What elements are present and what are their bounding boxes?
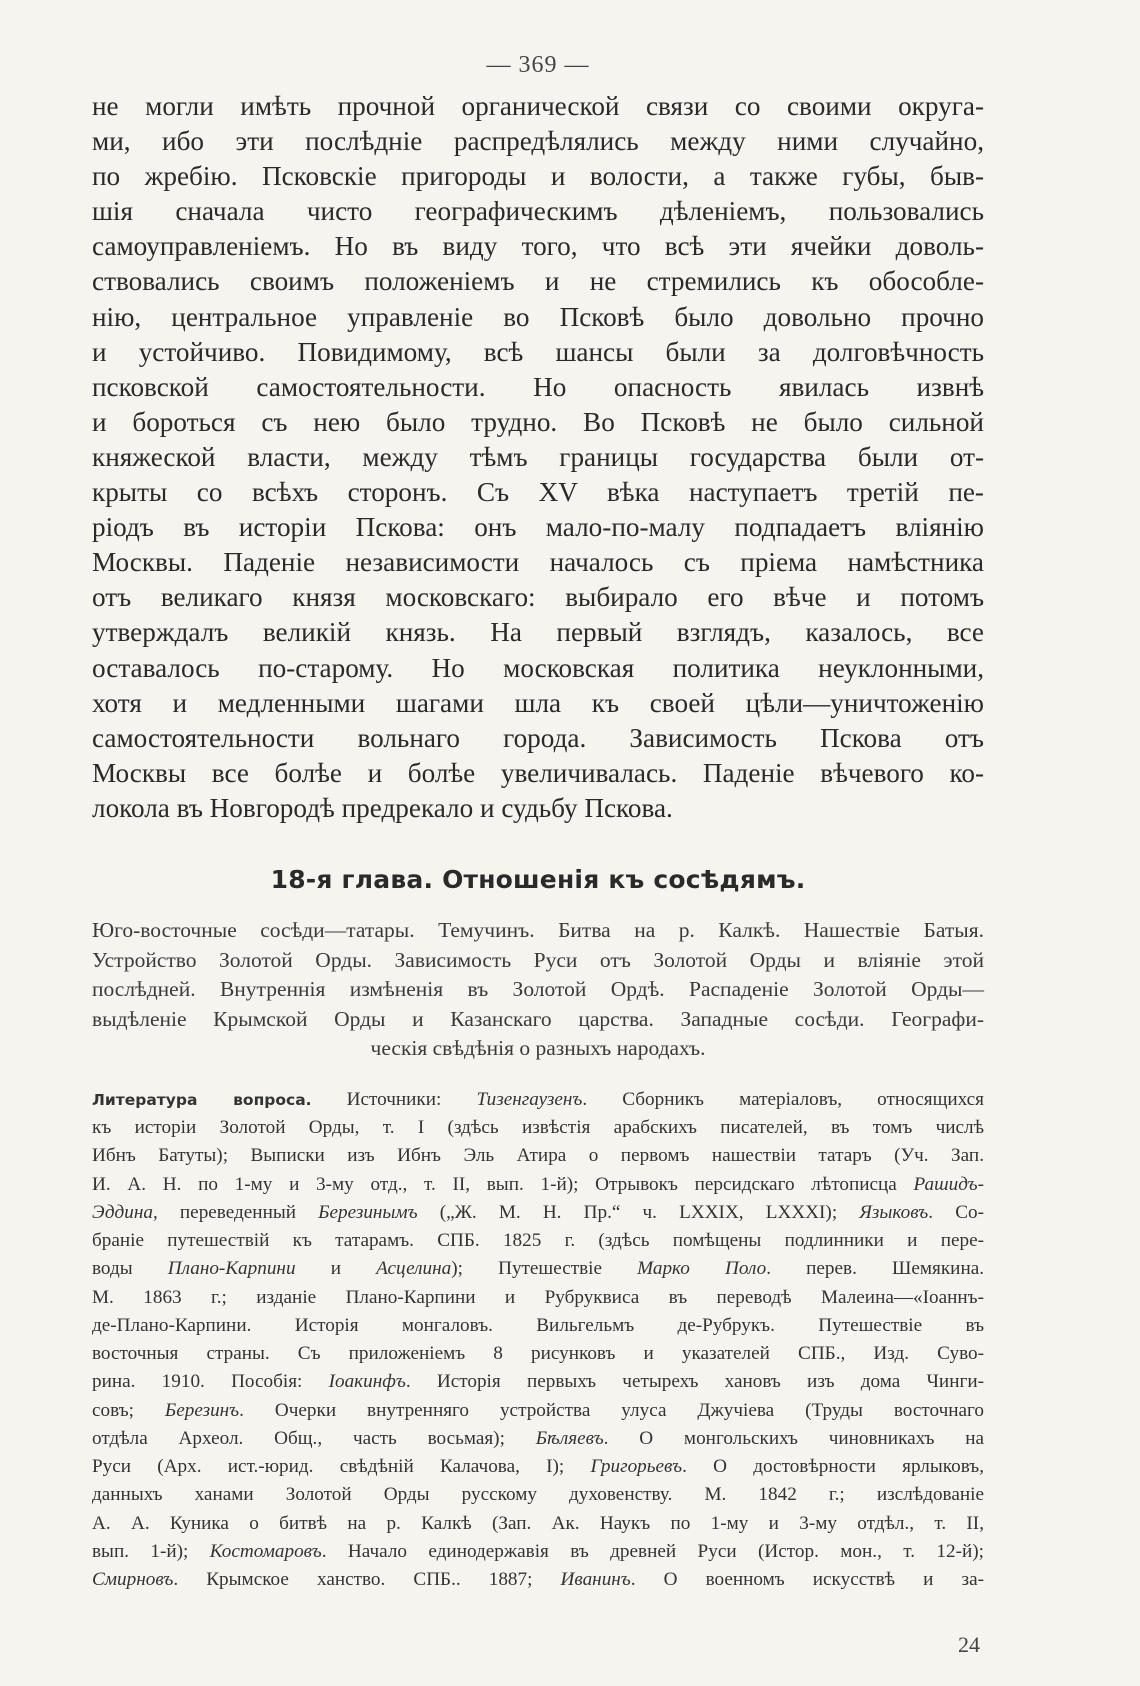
text-line: не могли имѣть прочной органической связи со своими округа-: [92, 91, 984, 121]
text-line: Москвы все болѣе и болѣе увеличивалась. Паденіе вѣчевого ко-: [92, 757, 984, 788]
literature-text: . О достовѣрности ярлыковъ,: [682, 1456, 984, 1478]
text-line: хотя и медленными шагами шла къ своей цѣли—уничтоженію: [92, 687, 984, 718]
literature-line: [92, 1340, 984, 1368]
text-line: псковской самостоятельности. Но опасность явилась извнѣ: [92, 371, 984, 402]
literature-line: [92, 1312, 984, 1340]
literature-text: . Крымское ханство. СПБ.. 1887;: [173, 1569, 561, 1591]
text-line: крыты со всѣхъ сторонъ. Съ XV вѣка наступаетъ третій пе-: [92, 477, 984, 508]
literature-text: . О монгольскихъ чиновникахъ на: [603, 1427, 984, 1449]
summary-line: Юго-восточные сосѣди—татары. Темучинъ. Битва на р. Калкѣ. Нашествіе Батыя.: [92, 917, 984, 942]
author-name: Березинымъ: [318, 1201, 418, 1223]
chapter-title: 18-я глава. Отношенія къ сосѣдямъ.: [270, 864, 806, 894]
chapter-summary: [92, 916, 984, 1064]
literature-text: . Исторія первыхъ четырехъ хановъ изъ дома Чинги-: [405, 1371, 985, 1393]
summary-line: выдѣленіе Крымской Орды и Казанскаго царства. Западные сосѣди. Географи-: [92, 1006, 984, 1031]
text-line: утверждалъ великій князь. На первый взглядъ, казалось, все: [92, 617, 984, 648]
literature-text: . Очерки внутренняго устройства улуса Джучіева (Труды восточнаго: [239, 1399, 984, 1421]
author-name: Рашидъ-: [913, 1173, 984, 1195]
literature-line: [92, 1481, 984, 1509]
text-line: нію, центральное управленіе во Псковѣ было довольно прочно: [92, 301, 984, 332]
literature-line: [92, 1171, 984, 1199]
literature-text: . Сборникъ матеріаловъ, относящихся: [582, 1088, 984, 1110]
text-line: локола въ Новгородѣ предрекало и судьбу Пскова.: [92, 792, 673, 823]
text-line: самостоятельности вольнаго города. Зависимость Пскова отъ: [92, 722, 984, 753]
text-line: Москвы. Паденіе независимости началось съ пріема намѣстника: [92, 547, 984, 578]
author-name: Бѣляевъ: [535, 1427, 604, 1449]
text-line: самоуправленіемъ. Но въ виду того, что всѣ эти ячейки доволь-: [92, 231, 984, 262]
literature-line: [92, 1284, 984, 1312]
author-name: Марко Поло: [637, 1258, 767, 1280]
page-number: — 369 —: [486, 52, 590, 78]
text-line: ствовались своимъ положеніемъ и не стремились къ обособле-: [92, 266, 984, 297]
literature-text: данныхъ ханами Золотой Орды русскому духовенству. М. 1842 г.; изслѣдованіе: [92, 1484, 984, 1506]
literature-text: Руси (Арх. ист.-юрид. свѣдѣній Калачова, I);: [92, 1456, 591, 1478]
literature-line: [92, 1453, 984, 1481]
summary-line: Устройство Золотой Орды. Зависимость Руси отъ Золотой Орды и вліяніе этой: [92, 947, 984, 972]
text-line: княжеской власти, между тѣмъ границы государства были от-: [92, 441, 984, 472]
book-page: [92, 52, 984, 1594]
literature-text: , переведенный: [152, 1201, 319, 1223]
text-line: по жребію. Псковскіе пригороды и волости, а также губы, быв-: [92, 161, 984, 192]
literature-text: Ибнъ Батуты); Выписки изъ Ибнъ Эль Атира о первомъ нашествіи татаръ (Уч. Зап.: [92, 1145, 984, 1167]
literature-text: . перев. Шемякина.: [766, 1258, 985, 1280]
literature-text: . О военномъ искусствѣ и за-: [630, 1569, 984, 1591]
author-name: Іоакинфъ: [328, 1371, 406, 1393]
author-name: Григорьевъ: [590, 1456, 683, 1478]
literature-text: воды: [92, 1258, 168, 1280]
author-name: Эддина: [92, 1201, 153, 1223]
literature-line: [92, 1510, 984, 1538]
literature-text: и: [295, 1258, 377, 1280]
literature-text: Источники:: [311, 1088, 477, 1110]
literature-text: совъ;: [92, 1399, 165, 1421]
literature-text: отдѣла Археол. Общ., часть восьмая);: [92, 1427, 536, 1449]
printer-signature: 24: [958, 1632, 980, 1657]
literature-text: вып. 1-й);: [92, 1540, 210, 1562]
author-name: Иванинъ: [560, 1569, 631, 1591]
literature-text: И. А. Н. по 1-му и 3-му отд., т. II, вып. 1-й); Отрывокъ персидскаго лѣтописца: [92, 1173, 914, 1195]
literature-line: [92, 1142, 984, 1170]
literature-text: . Начало единодержавія въ древней Руси (Истор. мон., т. 12-й);: [321, 1540, 984, 1562]
text-line: отъ великаго князя московскаго: выбирало его вѣче и потомъ: [92, 582, 984, 613]
author-name: Березинъ: [164, 1399, 240, 1421]
text-line: и устойчиво. Повидимому, всѣ шансы были за долговѣчность: [92, 336, 984, 367]
text-line: оставалось по-старому. Но московская политика неуклонными,: [92, 652, 984, 683]
literature-text: М. 1863 г.; изданіе Плано-Карпини и Рубруквиса въ переводѣ Малеина—«Іоаннъ-: [92, 1286, 984, 1308]
literature-label: Литература вопроса.: [92, 1090, 312, 1109]
summary-line: ческія свѣдѣнія о разныхъ народахъ.: [370, 1036, 706, 1061]
author-name: Плано-Карпини: [167, 1258, 296, 1280]
literature-line: [92, 1397, 984, 1425]
text-line: и бороться съ нею было трудно. Во Псковѣ не было сильной: [92, 406, 984, 437]
literature-text: („Ж. М. Н. Пр.“ ч. LXXIX, LXXXI);: [417, 1201, 860, 1223]
literature-text: . Со-: [928, 1201, 984, 1223]
summary-line: послѣдней. Внутреннія измѣненія въ Золотой Ордѣ. Распаденіе Золотой Орды—: [92, 977, 984, 1002]
author-name: Языковъ: [859, 1201, 929, 1223]
author-name: Асцелина: [376, 1258, 452, 1280]
literature-line: [92, 1566, 984, 1594]
literature-text: къ исторіи Золотой Орды, т. I (здѣсь извѣстія арабскихъ писателей, въ томъ числѣ: [92, 1117, 984, 1139]
author-name: Смирновъ: [92, 1569, 174, 1591]
main-paragraph: [92, 89, 984, 826]
author-name: Костомаровъ: [209, 1540, 322, 1562]
text-line: шія сначала чисто географическимъ дѣленіемъ, пользовались: [92, 196, 984, 227]
literature-line: [92, 1086, 984, 1114]
literature-text: де-Плано-Карпини. Исторія монгаловъ. Вильгельмъ де-Рубрукъ. Путешествіе въ: [92, 1314, 984, 1336]
literature-text: браніе путешествій къ татарамъ. СПБ. 1825 г. (здѣсь помѣщены подлинники и пере-: [92, 1230, 984, 1252]
literature-line: [92, 1255, 984, 1283]
literature-section: [92, 1086, 984, 1595]
author-name: Тизенгаузенъ: [476, 1088, 583, 1110]
literature-line: [92, 1425, 984, 1453]
literature-text: восточныя страны. Съ приложеніемъ 8 рисунковъ и указателей СПБ., Изд. Суво-: [92, 1343, 984, 1365]
literature-line: [92, 1538, 984, 1566]
literature-line: [92, 1227, 984, 1255]
literature-line: [92, 1114, 984, 1142]
literature-line: [92, 1368, 984, 1396]
literature-text: А. А. Куника о битвѣ на р. Калкѣ (Зап. Ак. Наукъ по 1-му и 3-му отдѣл., т. II,: [92, 1512, 984, 1534]
text-line: ріодъ въ исторіи Пскова: онъ мало-по-малу подпадаетъ вліянію: [92, 512, 984, 543]
literature-text: рина. 1910. Пособія:: [92, 1371, 329, 1393]
text-line: ми, ибо эти послѣдніе распредѣлялись между ними случайно,: [92, 126, 984, 157]
literature-text: ); Путешествіе: [451, 1258, 638, 1280]
literature-line: [92, 1199, 984, 1227]
